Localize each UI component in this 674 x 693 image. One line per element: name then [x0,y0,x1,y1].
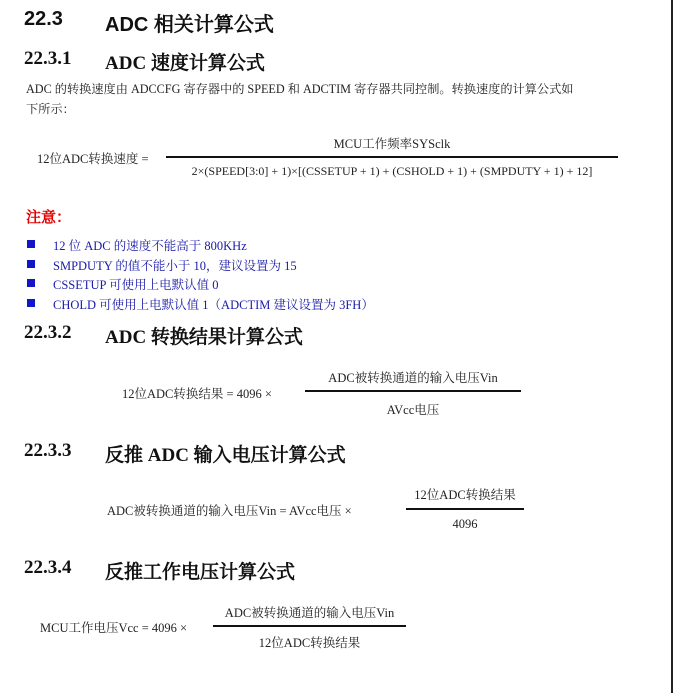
square-bullet-icon [27,240,35,248]
formula-numerator: 12位ADC转换结果 [414,488,516,502]
subsection-heading-22-3-4 [24,557,296,583]
section-heading [24,8,274,36]
subsection-heading-22-3-1 [24,48,265,74]
fraction-bar [406,508,524,510]
subsection-title: ADC 速度计算公式 [105,53,265,74]
square-bullet-icon [27,299,35,307]
square-bullet-icon [27,260,35,268]
formula-numerator: ADC被转换通道的输入电压Vin [328,371,498,385]
fraction-bar [213,625,406,627]
formula-lhs: ADC被转换通道的输入电压Vin = AVcc电压 × [107,504,352,518]
fraction-bar [305,390,521,392]
formula-numerator: ADC被转换通道的输入电压Vin [224,606,395,620]
section-title: ADC 相关计算公式 [105,14,274,36]
paragraph-line: 下所示： [26,102,75,116]
square-bullet-icon [27,279,35,287]
formula-numerator: MCU工作频率SYSclk [333,137,451,151]
formula-lhs: 12位ADC转换结果 = 4096 × [122,387,272,401]
subsection-number: 22.3.1 [24,48,72,69]
note-title: 注意： [26,208,72,226]
subsection-title: ADC 转换结果计算公式 [105,327,303,348]
note-text: CHOLD 可使用上电默认值 1（ADCTIM 建议设置为 3FH） [53,297,374,312]
formula-denominator: 4096 [452,517,478,531]
subsection-heading-22-3-3 [24,440,346,466]
subsection-number: 22.3.3 [24,440,72,461]
subsection-number: 22.3.2 [24,322,72,343]
note-text: CSSETUP 可使用上电默认值 0 [53,278,219,292]
paragraph-line: ADC 的转换速度由 ADCCFG 寄存器中的 SPEED 和 ADCTIM 寄存器共同控制。转换速度的计算公式如 [26,82,574,96]
note-text: SMPDUTY 的值不能小于 10，建议设置为 15 [53,258,297,273]
page-edge-border [671,0,673,693]
section-number: 22.3 [24,8,63,30]
formula-denominator: AVcc电压 [386,403,440,417]
speed-description-paragraph [26,79,626,119]
subsection-title: 反推工作电压计算公式 [105,562,296,583]
subsection-title: 反推 ADC 输入电压计算公式 [105,445,346,466]
fraction-bar [166,156,618,158]
subsection-number: 22.3.4 [24,557,72,578]
note-text: 12 位 ADC 的速度不能高于 800KHz [53,239,247,253]
formula-lhs: MCU工作电压Vcc = 4096 × [40,621,188,635]
formula-denominator: 12位ADC转换结果 [258,636,361,650]
formula-denominator: 2×(SPEED[3:0] + 1)×[(CSSETUP + 1) + (CSHOLD + 1) + (SMPDUTY + 1) + 12] [191,164,593,178]
formula-lhs: 12位ADC转换速度 = [37,152,149,166]
subsection-heading-22-3-2 [24,322,303,348]
